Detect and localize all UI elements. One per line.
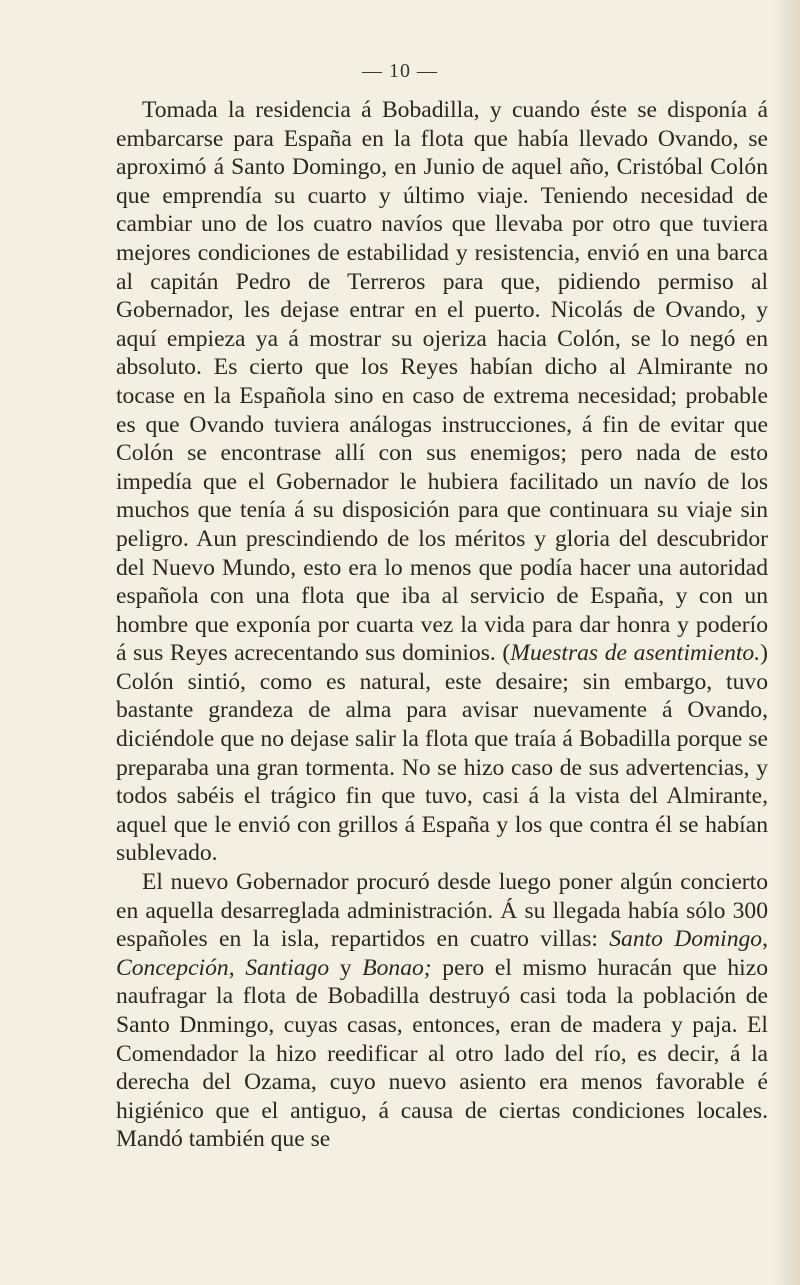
italic-run: Concepción [116,954,229,981]
italic-run: Santiago [245,954,330,981]
text-run: El nuevo Gobernador procuró desde luego poner algún concierto en aquella desarreglada administración. Á su llegada había sólo 300 españoles en la isla, repartidos en cuatro villas: [116,869,768,953]
text-run: Tomada la residencia á Bobadilla, y cuando éste se disponía á embarcarse para España en la flota que había llevado Ovando, se aproximó á Santo Domingo, en Junio de aquel año, Cristóbal Colón que emprendía su cuarto y último viaje. Teniendo necesidad de cambiar uno de los cuatro navíos que llevaba por otro que tuviera mejores condiciones de estabilidad y resistencia, envió en una barca al capitán Pedro de Terreros para que, pidiendo permiso al Gobernador, les dejase entrar en el puerto. Nicolás de Ovando, y aquí empieza ya á mostrar su ojeriza hacia Colón, se lo negó en absoluto. Es cierto que los Reyes habían dicho al Almirante no tocase en la Española sino en caso de extrema necesidad; probable es que Ovando tuviera análogas instrucciones, á fin de evitar que Colón se encontrase allí con sus enemigos; pero nada de esto impedía que el Gobernador le hubiera facilitado un navío de los muchos que tenía á su disposición para que continuara su viaje sin peligro. Aun prescindiendo de los méritos y gloria del descubridor del Nuevo Mundo, esto era lo menos que podía hacer una autoridad española con una flota que iba al servicio de España, y con un hombre que exponía por cuarta vez la vida para dar honra y poderío á sus Reyes acrecentando sus dominios. ( [116,97,768,667]
text-run: ) Colón sintió, como es natural, este desaire; sin embargo, tuvo bastante grandeza de alma para avisar nuevamente á Ovando, diciéndole que no dejase salir la flota que traía á Bobadilla porque se preparaba una gran tormenta. No se hizo caso de sus advertencias, y todos sabéis el trágico fin que tuvo, casi á la vista del Almirante, aquel que le envió con grillos á España y los que contra él se habían sublevado. [116,640,768,867]
italic-run: Muestras de asentimiento. [510,640,761,667]
paragraph-1 [116,96,768,868]
body-text [116,96,768,1154]
italic-run: Bonao; [362,954,432,981]
text-run: pero el mismo huracán que hizo naufragar la flota de Bobadilla destruyó casi toda la población de Santo Dnmingo, cuyas casas, entonces, eran de madera y paja. El Comendador la hizo reedificar al otro lado del río, es decir, á la derecha del Ozama, cuyo nuevo asiento era menos favorable é higiénico que el antiguo, á causa de ciertas condiciones locales. Mandó también que se [116,954,768,1153]
paragraph-2 [116,868,768,1154]
text-run: , [228,954,246,981]
text-run: , [762,926,768,953]
page-edge-shadow [774,0,800,1285]
text-run: y [329,954,363,981]
italic-run: Santo Domingo [609,926,763,953]
page-number: — 10 — [362,60,438,82]
